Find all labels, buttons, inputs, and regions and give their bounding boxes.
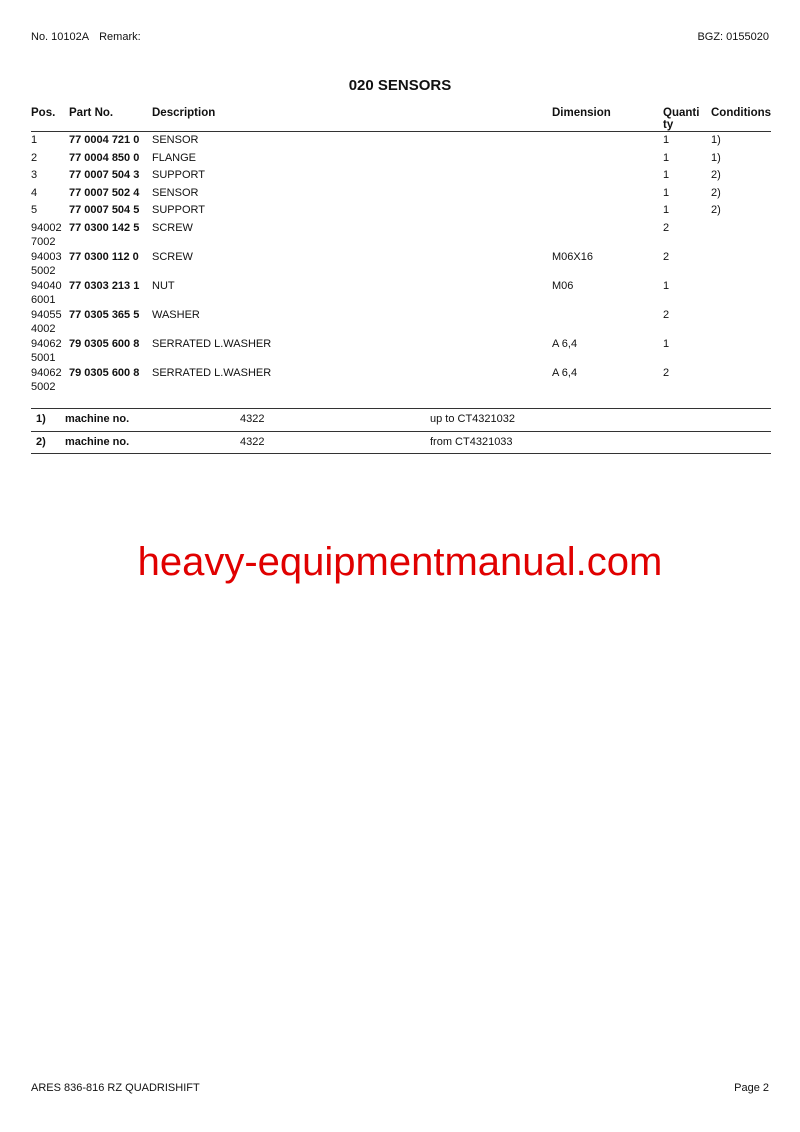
row-dimension: M06: [552, 279, 574, 292]
row-quantity: 1: [663, 337, 670, 350]
note-range: from CT4321033: [430, 436, 513, 448]
row-quantity: 2: [663, 250, 670, 263]
row-part-number: 79 0305 600 8: [69, 366, 140, 379]
row-description: SUPPORT: [152, 169, 205, 182]
section-title: 020 SENSORS: [348, 77, 452, 94]
table-row: [31, 366, 771, 395]
row-condition: 2): [711, 169, 721, 182]
row-pos: 3: [31, 169, 38, 182]
row-part-number: 77 0007 504 3: [69, 169, 140, 182]
table-row: [31, 133, 771, 151]
row-pos: 94040 6001: [31, 279, 62, 306]
footer-page-number: Page 2: [734, 1082, 769, 1094]
note-value: 4322: [240, 413, 265, 425]
row-condition: 1): [711, 134, 721, 146]
row-quantity: 1: [663, 279, 670, 292]
parts-table: [31, 105, 771, 395]
row-pos: 94002 7002: [31, 221, 62, 248]
document-number: No. 10102A: [31, 31, 90, 43]
row-description: SCREW: [152, 250, 193, 263]
col-pos-header: Pos.: [31, 107, 56, 119]
row-part-number: 77 0303 213 1: [69, 279, 140, 292]
row-part-number: 77 0004 721 0: [69, 134, 140, 146]
col-dimension-header: Dimension: [552, 107, 611, 119]
row-pos: 1: [31, 134, 38, 146]
note-value: 4322: [240, 436, 265, 448]
conditions-notes: [31, 408, 771, 454]
table-row: [31, 337, 771, 366]
row-pos: 94062 5001: [31, 337, 62, 364]
row-quantity: 1: [663, 186, 670, 199]
row-description: SERRATED L.WASHER: [152, 337, 272, 350]
row-quantity: 1: [663, 169, 670, 182]
row-condition: 2): [711, 204, 721, 217]
row-pos: 2: [31, 151, 38, 164]
table-row: [31, 186, 771, 204]
row-part-number: 77 0305 365 5: [69, 308, 140, 321]
row-part-number: 77 0007 502 4: [69, 186, 140, 199]
row-quantity: 2: [663, 366, 670, 379]
row-description: FLANGE: [152, 151, 197, 164]
row-part-number: 77 0007 504 5: [69, 204, 140, 217]
row-quantity: 1: [663, 151, 670, 164]
table-row: [31, 203, 771, 221]
row-condition: 2): [711, 186, 721, 199]
row-pos: 4: [31, 186, 38, 199]
bgz-number: BGZ: 0155020: [697, 31, 769, 43]
row-part-number: 77 0300 142 5: [69, 221, 140, 234]
table-row: [31, 279, 771, 308]
table-row: [31, 308, 771, 337]
row-pos: 94055 4002: [31, 308, 62, 335]
note-key: 1): [36, 413, 46, 425]
remark-label: Remark:: [99, 31, 141, 43]
condition-note: [31, 431, 771, 454]
row-quantity: 1: [663, 134, 670, 146]
note-label: machine no.: [65, 413, 130, 425]
footer-model: ARES 836-816 RZ QUADRISHIFT: [31, 1082, 200, 1094]
parts-table-header: [31, 105, 771, 132]
row-description: SUPPORT: [152, 204, 205, 217]
watermark-text: heavy-equipmentmanual.com: [137, 540, 663, 584]
row-description: NUT: [152, 279, 175, 292]
condition-note: [31, 408, 771, 431]
row-pos: 94003 5002: [31, 250, 62, 277]
row-description: SERRATED L.WASHER: [152, 366, 272, 379]
table-row: [31, 221, 771, 250]
document-header-left: [31, 31, 141, 43]
table-row: [31, 250, 771, 279]
row-dimension: M06X16: [552, 250, 593, 263]
col-description-header: Description: [152, 107, 216, 119]
note-label: machine no.: [65, 436, 130, 448]
table-row: [31, 168, 771, 186]
row-description: SENSOR: [152, 134, 199, 146]
note-range: up to CT4321032: [430, 413, 516, 425]
col-quantity-header: [663, 107, 699, 131]
row-description: SENSOR: [152, 186, 199, 199]
row-part-number: 77 0004 850 0: [69, 151, 140, 164]
col-quantity-header-text: Quanti ty: [663, 107, 700, 131]
row-dimension: A 6,4: [552, 337, 578, 350]
note-key: 2): [36, 436, 46, 448]
col-conditions-header: Conditions: [711, 107, 772, 119]
row-condition: 1): [711, 151, 721, 164]
row-pos: 5: [31, 204, 38, 217]
row-part-number: 79 0305 600 8: [69, 337, 140, 350]
row-description: SCREW: [152, 221, 193, 234]
row-part-number: 77 0300 112 0: [69, 250, 139, 263]
row-pos: 94062 5002: [31, 366, 62, 393]
row-quantity: 2: [663, 308, 670, 321]
col-part-header: Part No.: [69, 107, 114, 119]
table-row: [31, 151, 771, 169]
parts-table-body: [31, 132, 771, 395]
row-dimension: A 6,4: [552, 366, 578, 379]
row-quantity: 1: [663, 204, 670, 217]
row-quantity: 2: [663, 221, 670, 234]
row-description: WASHER: [152, 308, 200, 321]
